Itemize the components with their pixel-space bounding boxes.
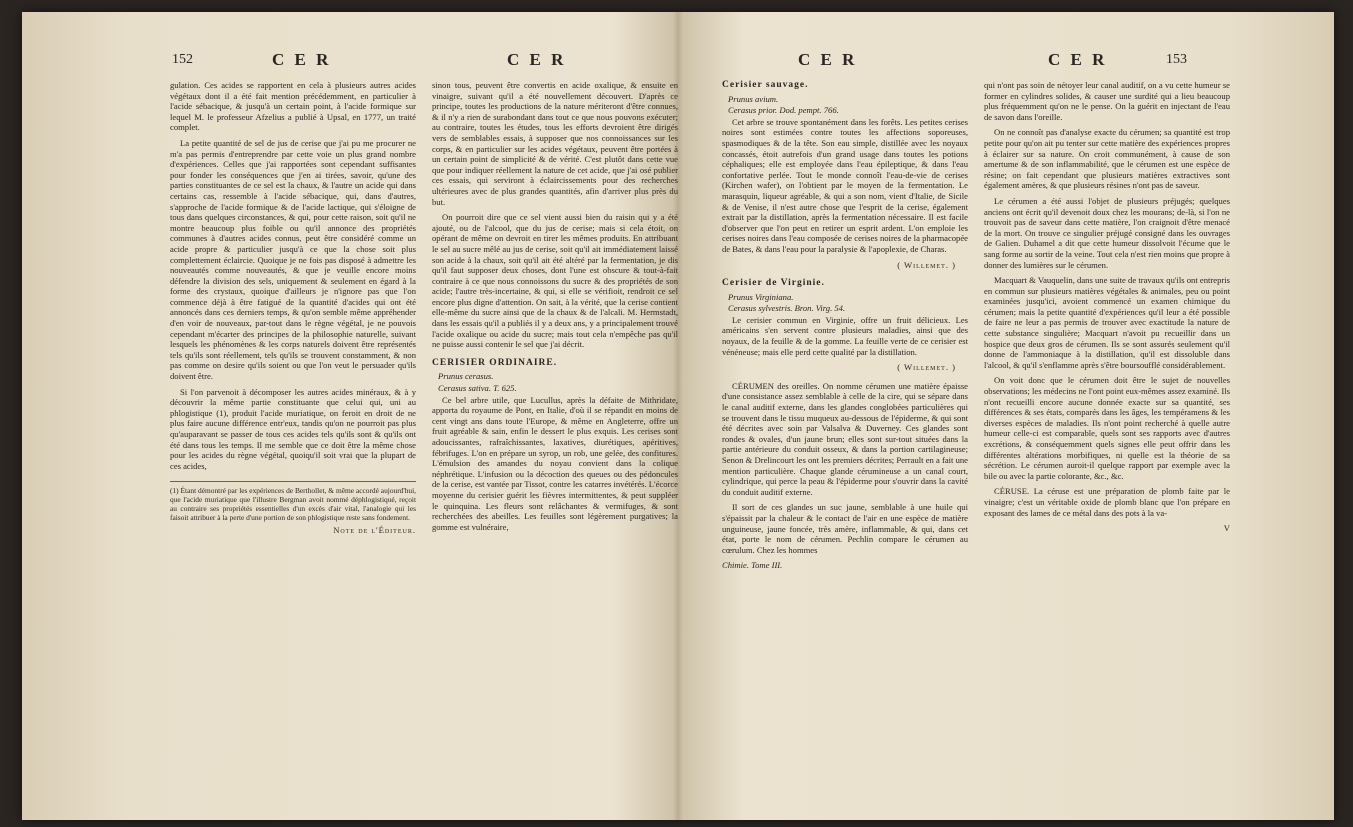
paragraph: On pourroit dire que ce sel vient aussi bien du raisin qui y a été ajouté, ou de l'alcool, que du jus de cerise; mais si cela étoit, on opérant de même on devroit en tirer les mêmes produits. En attribuant le sel au sucre mêlé au jus de cerise, soit qu'il ait immédiatement laissé son acide à la chaux, soit qu'il ait été altéré par la fermentation, je dis qu'il faut supposer deux choses, dont l'une est obscure & tout-à-fait contraire à ce que nous connoissons du sucre & des propriétés de son acide; l'autre très-incertaine, & qui, si elle se vérifioit, rendroit ce sel encore plus digne d'attention. On sait, à la vérité, que la cerise contient elle-même du sucre ainsi que de la chaux & de l'alcali. M. Hermstadt, dans les essais qu'il a publiés il y a deux ans, y a principalement trouvé l'acide oxalique ou acide du sucre; mais tout cela n'empêche pas qu'il ne puisse aussi contenir le sel que j'ai décrit.	[432, 212, 678, 350]
page-number: 152	[172, 52, 193, 67]
running-head: C E R	[272, 50, 332, 69]
paragraph: qui n'ont pas soin de nétoyer leur canal auditif, on a vu cette humeur se former en cylindres solides, & causer une surdité qui a lieu beaucoup plus fréquemment qu'on ne le pense. On la guérit en injectant de l'eau de savon dans l'oreille.	[984, 80, 1230, 122]
signature-mark: Chimie. Tome III.	[722, 560, 783, 571]
page-number: 153	[1166, 52, 1187, 67]
paragraph: La petite quantité de sel de jus de cerise que j'ai pu me procurer ne m'a pas permis d'entreprendre par cette voie un plus grand nombre d'expériences. Celles que j'ai rapportées sont cependant suffisantes pour fonder les conséquences que j'en ai tirées, savoir, qu'une des parties constituantes de ce sel est la chaux, & l'autre un acide qui dans certains cas, ressemble à l'acide sébacique, qui, dans d'autres, s'approche de l'acide formique & de l'acide lactique, qui s'éloigne de tous dans quelques circonstances, & qui, pour cette raison, soit qu'il ne montre beaucoup plus foible ou qu'il annonce des propriétés communes à d'autres acides connus, peut être considéré comme un acide propre & particulier jusqu'à ce que la chose soit plus complettement éclaircie. Quoique je ne fois pas disposé à admettre les nouveautés comme nouveautés, & que je veuille encore moins défendre la division des sels, uniquement & seulement en égard à la forme des crystaux, quoique d'ailleurs je n'ignore pas que l'on commence déjà à être fatigué de la quantité d'acides qui ont été annoncés dans ces derniers temps, & qu'on semble même appréhender d'en voir de nouveaux, par-tout dans le règne végétal, je ne pouvois cependant m'écarter des principes de la philosophie naturelle, suivant lesquels les phénomènes & les corps naturels doivent être représentés tels qu'ils sont réellement, tels qu'ils se trouvent constamment, & non pas comme on desire qu'ils soient ou que l'on veut le persuader qu'ils doivent être.	[170, 137, 416, 382]
paragraph: Le cérumen a été aussi l'objet de plusieurs préjugés; quelques anciens ont écrit qu'il devenoit doux chez les mourans; de-là, si l'on ne trouvoit pas de saveur dans cette matière, l'on craignoit d'être menacé de la mort. On trouve ce singulier préjugé consigné dans les ouvrages de Galien. Duhamel a dit que cette humeur dissolvoit l'écume que le sang forme au sortir de la veine. Tout cela n'est rien moins que propre à donner des lumières sur le cérumen.	[984, 195, 1230, 270]
latin-name: Prunus cerasus.	[438, 371, 494, 382]
latin-name: Prunus avium.	[728, 93, 779, 104]
text-column	[432, 80, 678, 537]
paragraph: Si l'on parvenoit à décomposer les autres acides minéraux, & à y découvrir la même partie constituante que celui qui, uni au phlogistique (1), produit l'acide muriatique, on feroit en droit de ne plus faire aucune différence entr'eux, tandis qu'on ne pourroit pas plus qu'auparavant se passer de tous ces acides tels qu'ils sont & qu'ils ont été dans tous les temps. Il me semble que ce doit être la même chose pour les acides du règne végétal, quoiqu'il soit vrai que la plupart de ces acides,	[170, 386, 416, 471]
paragraph: sinon tous, peuvent être convertis en acide oxalique, & ensuite en vinaigre, suivant qu'il a été nouvellement découvert. D'après ce principe, toutes les productions de la nature mériteront d'être connues, & il n'y a rien de surabondant dans tout ce que nous pouvons exécuter; au contraire, toutes les études, tous les efforts devroient être dirigés vers de semblables essais, à supposer que nos connoissances sur les corps, & en particulier sur les acides végétaux, peuvent être portées à un certain point de simplicité & de vérité. C'est plutôt dans cette vue que pour indiquer réellement la nature de cet acide, que j'ai osé publier ces essais, qui serviront à éclaircissements pour des recherches ultérieures avec de plus grandes quantités, afin d'arriver plus près du but.	[432, 80, 678, 207]
page-footer	[722, 560, 968, 571]
latin-name: Cerasus sativa. T. 625.	[438, 383, 517, 394]
text-column	[984, 80, 1230, 534]
page-footer	[984, 523, 1230, 534]
paragraph: On voit donc que le cérumen doit être le sujet de nouvelles observations; les médecins ne l'ont point eux-mêmes assez examiné. Ils n'ont recueilli encore aucune donnée exacte sur sa quantité, ses différences & ses états, comparés dans les âges, les tempéramens & les diverses espèces de maladies. Ils n'ont point recherché à quelle autre humeur celle-ci est comparable, quels sont ses rapports avec d'autres excrétions, & conséquemment quels signes elle peut offrir dans les différentes altérations morbifiques, ni quelle est la théorie de sa sécrétion. Le cérumen auroit-il quelque rapport par exemple avec la bile ou avec la partie colorante, &c., &c.	[984, 375, 1230, 481]
paragraph: Cet arbre se trouve spontanément dans les forêts. Les petites cerises noires sont estimées contre toutes les affections soporeuses, spasmodiques & de la tête. Son eau simple, distillée avec les noyaux concassés, étoit autrefois d'un grand usage dans toutes les potions céphaliques; elle est employée dans l'eau épileptique, & dans l'eau confortative perlée. Tout le monde connoît l'eau-de-vie de cerises (Kirchen wafer), on l'obtient par le moyen de la fermentation. Le marasquin, liqueur agréable, & qui a son nom, vient d'Italie, de Sicile & de Venise, il n'est autre chose que l'esprit de la cerise, également extrait par la distillation, après la fermentation nécessaire. Il est facile d'observer que l'on peut en retirer un esprit ardent. L'on emploie les cerises noires dans l'eau composée de cerises noires de la pharmacopée de Bates, & dans l'eau pour la paralysie & l'apoplexie, de Charas.	[722, 116, 968, 254]
section-heading: CERISIER ORDINAIRE.	[432, 357, 558, 368]
footnote-signature: Note de l'Éditeur.	[333, 525, 416, 536]
signature-mark: V	[1223, 523, 1230, 534]
paragraph: Il sort de ces glandes un suc jaune, semblable à une huile qui s'épaissit par la chaleur & le contact de l'air en une espèce de matière unguineuse, jaune foncée, très amère, inflammable, & qui, dans cet état, porte le nom de cérumen. Pechlin compare le cérumen au cœrulum. Chez les hommes	[722, 502, 968, 555]
paragraph: CÉRUMEN des oreilles. On nomme cérumen une matière épaisse d'une consistance assez semblable à celle de la cire, qui se sépare dans le canal auditif externe, dans les glandes conglobées particulières qui se trouvent dans le tissu muqueux au-dessous de l'épiderme, & qui sont été décrites avec soin par Valsalva & Duverney. Ces glandes sont rondes & ovales, d'un jaune brun; elles sont sur-tout situées dans la partie antérieure du conduit osseux, & dans la portion cartilagineuse; Senon & Drelincourt les ont les premiers décrites; Perrault en a fait une mention particulière. Chaque glande cérumineuse a un canal court, cylindrique, qui perce la peau & l'épiderme pour s'ouvrir dans la cavité du conduit auditif externe.	[722, 380, 968, 497]
latin-name: Cerasus sylvestris. Bron. Virg. 54.	[728, 303, 846, 314]
running-head: C E R	[798, 50, 858, 69]
author-signature: ( Willemet. )	[897, 362, 956, 373]
book-spread	[22, 12, 1334, 820]
paragraph: gulation. Ces acides se rapportent en cela à plusieurs autres acides végétaux dont il a été fait mention précédemment, en particulier à l'acide sébacique, & jusqu'à un certain point, à l'acide formique sur lequel M. le professeur Afzelius a publié à Upsal, en 1777, un traité complet.	[170, 80, 416, 133]
running-head: C E R	[507, 50, 567, 69]
latin-name: Prunus Virginiana.	[728, 291, 794, 302]
text-column	[170, 80, 416, 536]
author-signature: ( Willemet. )	[897, 259, 956, 270]
paragraph: Ce bel arbre utile, que Lucullus, après la défaite de Mithridate, apporta du royaume de Pont, en Italie, d'où il se répandit en moins de cent vingt ans dans toute l'Europe, & même en Angleterre, offre un fruit agréable & sain, enfin le dessert le plus exquis. Les cerises sont adoucissantes, rafraîchissantes, laxatives, diurétiques, apéritives, fébrifuges. L'on en prépare un syrop, un rob, une gelée, des confitures. L'émulsion des amandes du noyau convient dans la colique néphrétique. L'infusion ou la décoction des queues ou des pédoncules de la cerise, est vantée par Tissot, contre les catarres invétérés. L'écorce moyenne du cerisier guérit les fièvres intermittentes, & peut suppléer le quinquina. Les fleurs sont relâchantes & vermifuges, & sont recherchées des abeilles. Les feuilles sont légèrement purgatives; la gomme est vulnéraire,	[432, 394, 678, 532]
latin-name: Cerasus prior. Dod. pempt. 766.	[728, 105, 839, 116]
right-page	[678, 12, 1334, 820]
paragraph: Macquart & Vauquelin, dans une suite de travaux qu'ils ont entrepris en commun sur plusieurs matières végétales & animales, peu ou point examinées jusqu'ici, avoient commencé un examen chimique du cérumen; mais la petite quantité d'expériences qu'il leur a été possible de faire ne leur a pas permis de trouver avec exactitude la nature de cette substance singulière; Macquart n'avoit pu recueillir dans un hospice que deux gros de cérumen. Ils se sont assurés seulement qu'il donne de l'ammoniaque à la distillation, qu'il est dissoluble dans l'alcool, & qu'il s'enflamme après s'être boursoufflé considérablement.	[984, 275, 1230, 370]
footnote: (1) Étant démontré par les expériences de Berthollet, & même accordé aujourd'hui, que l'acide muriatique que l'illustre Bergman avoit nommé déphlogistiqué, reçoit au contraire ses propriétés essentielles d'un excès d'air vital, l'analogie qui les faisoit attribuer à la perte d'une portion de son phlogistique reste sans fondement.	[170, 481, 416, 522]
paragraph: CÉRUSE. La céruse est une préparation de plomb faite par le vinaigre; c'est un véritable oxide de plomb blanc que l'on prépare en exposant des lames de ce métal dans des pots à la va-	[984, 486, 1230, 518]
section-heading: Cerisier sauvage.	[722, 80, 809, 90]
text-column	[722, 80, 968, 571]
section-heading: Cerisier de Virginie.	[722, 278, 825, 289]
running-head: C E R	[1048, 50, 1108, 69]
left-page	[22, 12, 678, 820]
paragraph: Le cerisier commun en Virginie, offre un fruit délicieux. Les américains s'en servent contre plusieurs maladies, ainsi que des noyaux, de la feuille & de la gomme. La feuille verte de ce cerisier est vénéneuse; mais elle perd cette qualité par la distillation.	[722, 314, 968, 357]
paragraph: On ne connoît pas d'analyse exacte du cérumen; sa quantité est trop petite pour qu'on ait pu tenter sur cette matière des expériences propres à éclairer sur sa nature. On croit communément, à cause de son amertume & de son inflammabilité, que le cérumen est une espèce de résine; on fait cependant que plusieurs matières extractives sont également amères, & que plusieurs résines n'ont pas de saveur.	[984, 127, 1230, 191]
